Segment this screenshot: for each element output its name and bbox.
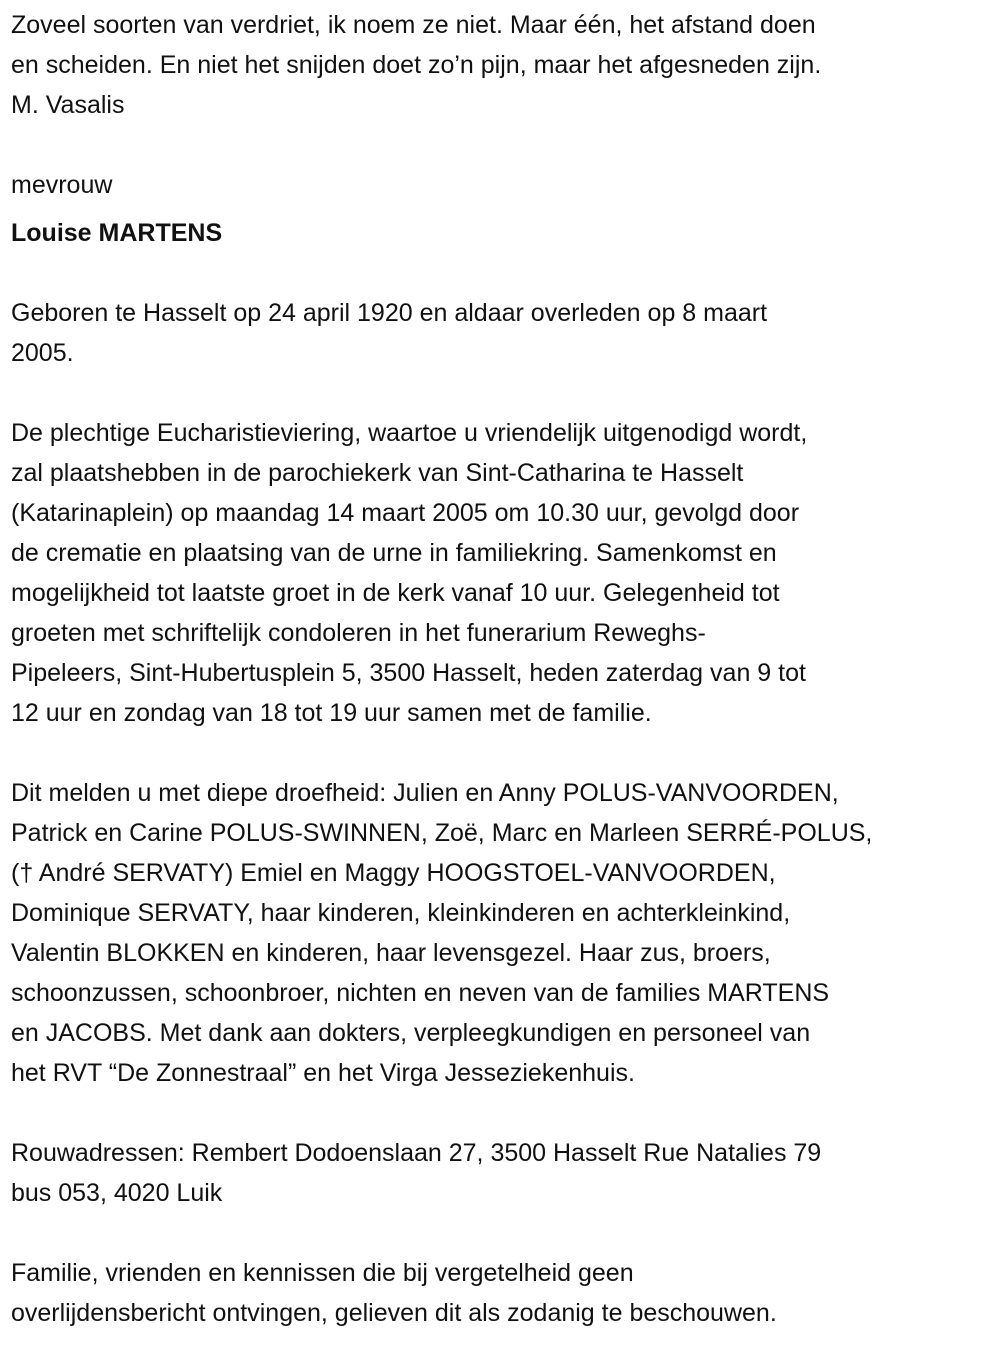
quote — [11, 5, 1000, 125]
closing-paragraph — [11, 1253, 1000, 1333]
text-line: en JACOBS. Met dank aan dokters, verpleegkundigen en personeel van — [11, 1019, 811, 1047]
quote-line: Zoveel soorten van verdriet, ik noem ze niet. Maar één, het afstand doen — [11, 11, 816, 39]
ceremony-paragraph — [11, 413, 1000, 733]
family-paragraph — [11, 773, 1000, 1093]
text-line: De plechtige Eucharistieviering, waartoe u vriendelijk uitgenodigd wordt, — [11, 419, 808, 447]
text-line: Dominique SERVATY, haar kinderen, kleinkinderen en achterkleinkind, — [11, 899, 791, 927]
addresses-paragraph — [11, 1133, 1000, 1213]
quote-author: M. Vasalis — [11, 91, 125, 119]
text-line: Familie, vrienden en kennissen die bij vergetelheid geen — [11, 1259, 634, 1287]
birth-death-paragraph — [11, 293, 1000, 373]
text-line: bus 053, 4020 Luik — [11, 1179, 223, 1207]
title: mevrouw — [11, 171, 113, 199]
text-line: Dit melden u met diepe droefheid: Julien en Anny POLUS-VANVOORDEN, — [11, 779, 839, 807]
text-line: Valentin BLOKKEN en kinderen, haar levensgezel. Haar zus, broers, — [11, 939, 771, 967]
text-line: 2005. — [11, 339, 74, 367]
text-line: Rouwadressen: Rembert Dodoenslaan 27, 3500 Hasselt Rue Natalies 79 — [11, 1139, 822, 1167]
text-line: Geboren te Hasselt op 24 april 1920 en aldaar overleden op 8 maart — [11, 299, 768, 327]
text-line: Pipeleers, Sint-Hubertusplein 5, 3500 Hasselt, heden zaterdag van 9 tot — [11, 659, 806, 687]
text-line: schoonzussen, schoonbroer, nichten en neven van de families MARTENS — [11, 979, 830, 1007]
text-line: overlijdensbericht ontvingen, gelieven dit als zodanig te beschouwen. — [11, 1299, 777, 1327]
deceased-name: Louise MARTENS — [11, 219, 223, 247]
text-line: (Katarinaplein) op maandag 14 maart 2005 om 10.30 uur, gevolgd door — [11, 499, 800, 527]
text-line: het RVT “De Zonnestraal” en het Virga Jesseziekenhuis. — [11, 1059, 635, 1087]
text-line: Patrick en Carine POLUS-SWINNEN, Zoë, Marc en Marleen SERRÉ-POLUS, — [11, 819, 873, 847]
text-line: zal plaatshebben in de parochiekerk van Sint-Catharina te Hasselt — [11, 459, 744, 487]
text-line: de crematie en plaatsing van de urne in familiekring. Samenkomst en — [11, 539, 777, 567]
text-line: († André SERVATY) Emiel en Maggy HOOGSTOEL-VANVOORDEN, — [11, 859, 776, 887]
text-line: 12 uur en zondag van 18 tot 19 uur samen met de familie. — [11, 699, 652, 727]
quote-line: en scheiden. En niet het snijden doet zo’n pijn, maar het afgesneden zijn. — [11, 51, 822, 79]
text-line: groeten met schriftelijk condoleren in het funerarium Reweghs- — [11, 619, 706, 647]
text-line: mogelijkheid tot laatste groet in de kerk vanaf 10 uur. Gelegenheid tot — [11, 579, 780, 607]
